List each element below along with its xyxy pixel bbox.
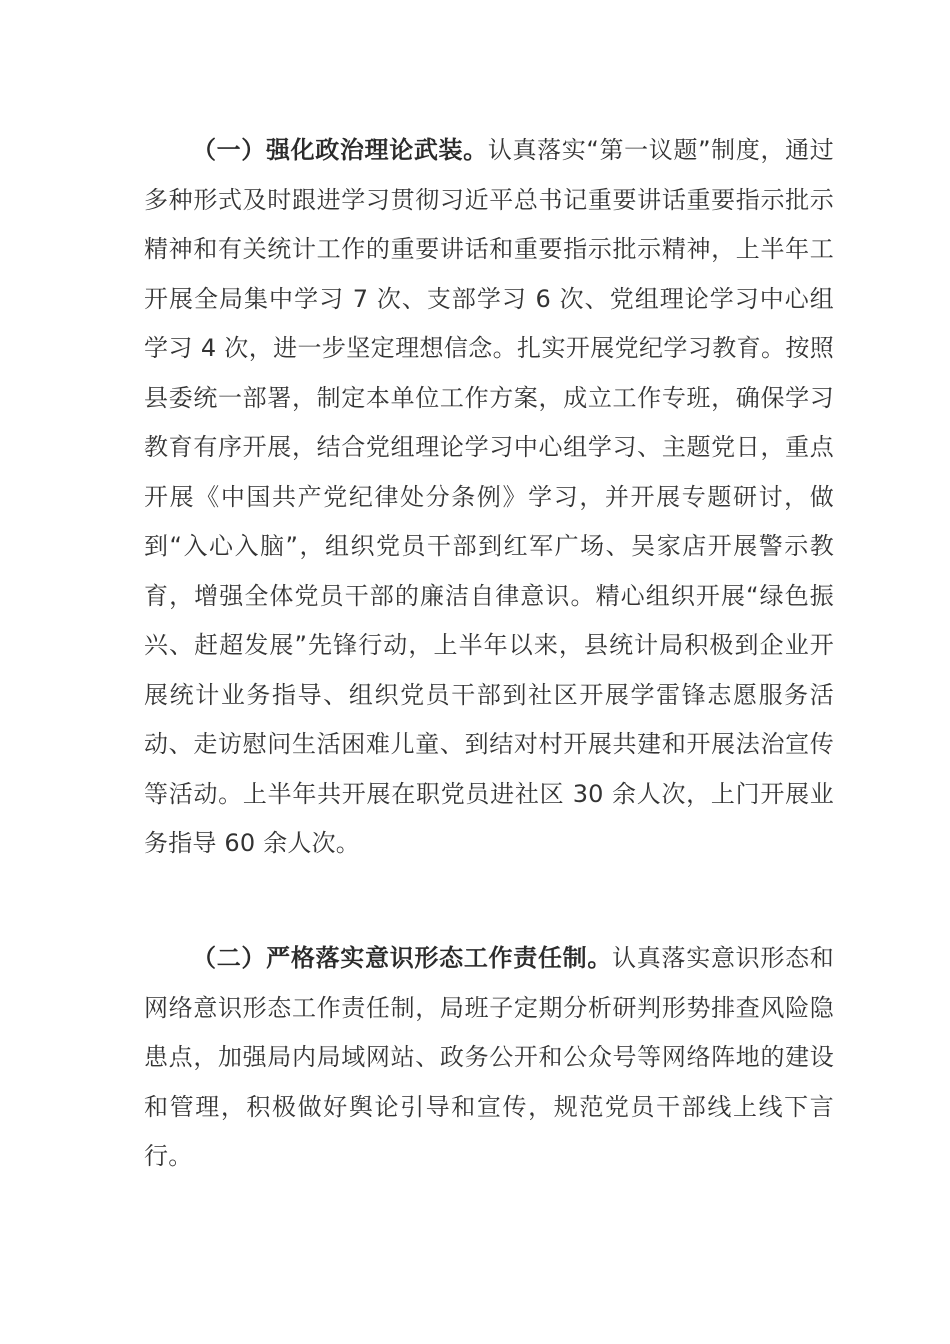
paragraph-body: 认真落实“第一议题”制度，通过多种形式及时跟进学习贯彻习近平总书记重要讲话重要指示批示精神和有关统计工作的重要讲话和重要指示批示精神，上半年工开展全局集中学习 7 次、支部学习 6 次、党组理论学习中心组学习 4 次，进一步坚定理想信念。扎实开展党纪学习教育。按照县委统一部署，制定本单位工作方案，成立工作专班，确保学习教育有序开展，结合党组理论学习中心组学习、主题党日，重点开展《中国共产党纪律处分条例》学习，并开展专题研讨，做到“入心入脑”，组织党员干部到红军广场、吴家店开展警示教育，增强全体党员干部的廉洁自律意识。精心组织开展“绿色振兴、赶超发展”先锋行动，上半年以来，县统计局积极到企业开展统计业务指导、组织党员干部到社区开展学雷锋志愿服务活动、走访慰问生活困难儿童、到结对村开展共建和开展法治宣传等活动。上半年共开展在职党员进社区 30 余人次，上门开展业务指导 60 余人次。 <box>144 136 834 857</box>
paragraph-body: 认真落实意识形态和网络意识形态工作责任制，局班子定期分析研判形势排查风险隐患点，加强局内局域网站、政务公开和公众号等网络阵地的建设和管理，积极做好舆论引导和宣传，规范党员干部线上线下言行。 <box>144 944 834 1170</box>
paragraph-heading: （二）严格落实意识形态工作责任制。 <box>192 944 613 972</box>
paragraph-heading: （一）强化政治理论武装。 <box>192 136 488 164</box>
paragraph-ideology-responsibility <box>144 934 834 1182</box>
paragraph-political-theory <box>144 126 834 869</box>
